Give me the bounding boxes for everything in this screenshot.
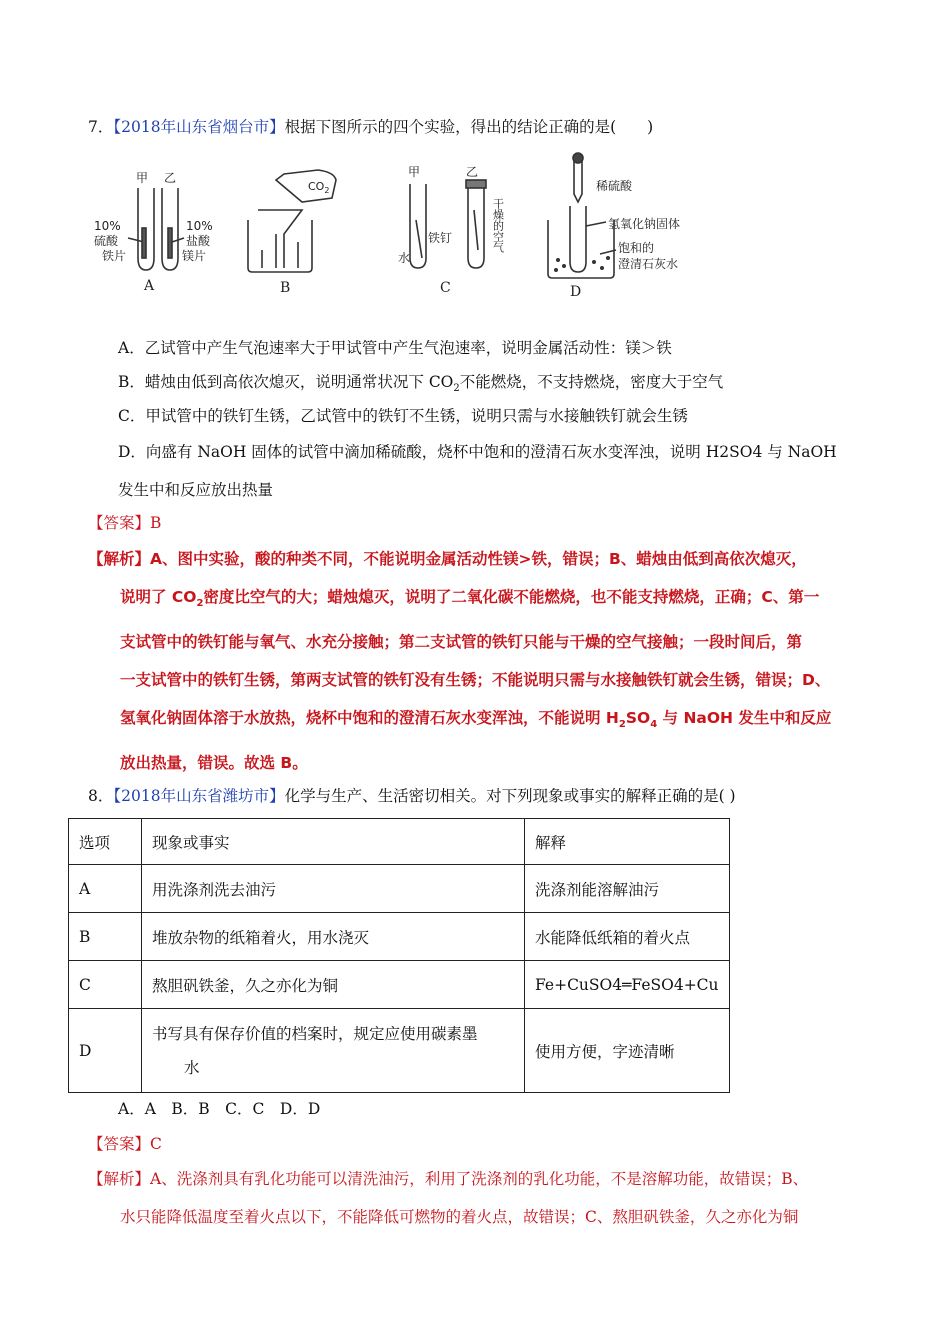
- table-cell: 水能降低纸箱的着火点: [525, 913, 730, 961]
- table-cell: [142, 1009, 525, 1093]
- q8-answer: 【答案】C: [88, 1135, 162, 1153]
- q7-source: 【2018年山东省烟台市】: [113, 118, 285, 136]
- fig-b-gas-label: $CO_2$: [308, 180, 330, 195]
- table-cell: Fe+CuSO4═FeSO4+Cu: [525, 961, 730, 1009]
- fig-d-acid-label: 稀硫酸: [596, 179, 633, 193]
- q7-analysis-l2: 说明了 $CO_2$密度比空气的大；蜡烛熄灭，说明了二氧化碳不能燃烧，也不能支持燃烧，正确；C、第一: [120, 588, 820, 610]
- table-cell: A: [69, 865, 142, 913]
- table-row: [69, 865, 730, 913]
- table-cell: 使用方便，字迹清晰: [525, 1009, 730, 1093]
- table-cell: 堆放杂物的纸箱着火，用水浇灭: [142, 913, 525, 961]
- table-cell: C: [69, 961, 142, 1009]
- q8-analysis-l1: 【解析】A、洗涤剂具有乳化功能可以清洗油污，利用了洗涤剂的乳化功能，不是溶解功能，故错误；B、: [88, 1170, 809, 1188]
- fig-d-solid-label: 氢氧化钠固体: [608, 217, 681, 231]
- fig-label-a: A: [144, 278, 155, 294]
- fig-d-dropper: [574, 160, 582, 202]
- fig-b-beaker: [248, 220, 312, 272]
- table-row: [69, 961, 730, 1009]
- q7-option-b-sub: 2: [453, 383, 460, 395]
- fig-a-right-tube-label: 乙: [164, 171, 177, 185]
- fig-a-left-tube-label: 甲: [136, 171, 149, 185]
- fig-d-test-tube: [570, 206, 586, 272]
- fig-a-right-acid-pct: 10%: [186, 219, 213, 233]
- fig-a-left-acid-name: 硫酸: [94, 234, 119, 248]
- fig-c-nail-label: 铁钉: [428, 231, 453, 245]
- fig-c-right-tube-label: 乙: [466, 165, 479, 179]
- fig-b-funnel: [258, 210, 302, 268]
- q8-table: [68, 818, 730, 1093]
- q7-analysis: [88, 540, 878, 782]
- q7-analysis-l5: 氢氧化钠固体溶于水放热，烧杯中饱和的澄清石灰水变浑浊，不能说明 $H_2SO_4$ 与 NaOH 发生中和反应: [120, 709, 832, 731]
- q7-option-b: [118, 371, 723, 400]
- q7-option-d-line2: 发生中和反应放出热量: [118, 481, 274, 499]
- row-d-fact-line2: 水: [184, 1058, 200, 1077]
- table-header-option: 选项: [69, 819, 142, 865]
- q7-option-b-text: B．蜡烛由低到高依次熄灭，说明通常状况下 CO: [118, 373, 454, 391]
- q8-source: 【2018年山东省潍坊市】: [113, 787, 285, 805]
- q7-analysis-l4: 一支试管中的铁钉生锈，第两支试管的铁钉没有生锈；不能说明只需与水接触铁钉就会生锈，错误；D、: [120, 671, 831, 690]
- fig-c-dry-air-label: 干燥的空气: [491, 198, 505, 253]
- fig-label-d: D: [570, 284, 582, 300]
- fig-c-left-tube-label: 甲: [408, 165, 421, 179]
- q7-option-b-tail: 不能燃烧，不支持燃烧，密度大于空气: [459, 373, 724, 391]
- table-row: [69, 913, 730, 961]
- table-row: [69, 1009, 730, 1093]
- fig-c-left-tube: [410, 184, 426, 268]
- q8-choices: A．A B．B C．C D．D: [118, 1100, 321, 1118]
- q7-number: 7．: [88, 118, 114, 136]
- table-cell: 洗涤剂能溶解油污: [525, 865, 730, 913]
- fig-a-right-metal: 镁片: [182, 249, 207, 263]
- q8-stem: 化学与生产、生活密切相关。对下列现象或事实的解释正确的是( ): [284, 787, 736, 805]
- q8-stem-line: [88, 785, 736, 807]
- fig-a-right-acid-name: 盐酸: [186, 234, 211, 248]
- table-cell: B: [69, 913, 142, 961]
- table-header-row: [69, 819, 730, 865]
- fig-c-water-label: 水: [398, 251, 411, 265]
- q7-option-c: C．甲试管中的铁钉生锈，乙试管中的铁钉不生锈，说明只需与水接触铁钉就会生锈: [118, 407, 688, 425]
- q7-experiment-figure: [88, 150, 728, 310]
- fig-a-left-acid-pct: 10%: [94, 219, 121, 233]
- q7-stem-line: [88, 116, 653, 138]
- q7-answer: 【答案】B: [88, 514, 162, 532]
- fig-d-lime-label-1: 饱和的: [618, 241, 655, 255]
- q7-stem: 根据下图所示的四个实验，得出的结论正确的是( ): [284, 118, 654, 136]
- row-d-fact-line1: 书写具有保存价值的档案时，规定应使用碳素墨: [152, 1024, 478, 1043]
- table-cell: 用洗涤剂洗去油污: [142, 865, 525, 913]
- q7-analysis-l1: 【解析】A、图中实验，酸的种类不同，不能说明金属活动性镁>铁，错误；B、蜡烛由低到高依次熄灭，: [88, 550, 807, 568]
- q8-analysis-l2: 水只能降低温度至着火点以下，不能降低可燃物的着火点，故错误；C、熬胆矾铁釜，久之亦化为铜: [120, 1208, 799, 1226]
- q7-option-d-line1: D．向盛有 NaOH 固体的试管中滴加稀硫酸，烧杯中饱和的澄清石灰水变浑浊，说明 H2SO4 与 NaOH: [118, 443, 837, 461]
- table-cell: 熬胆矾铁釜，久之亦化为铜: [142, 961, 525, 1009]
- table-cell: D: [69, 1009, 142, 1093]
- q7-option-a: A．乙试管中产生气泡速率大于甲试管中产生气泡速率，说明金属活动性：镁＞铁: [118, 339, 672, 357]
- q8-number: 8．: [88, 787, 114, 805]
- table-header-fact: 现象或事实: [142, 819, 525, 865]
- q8-analysis: [88, 1160, 868, 1236]
- fig-label-c: C: [440, 280, 451, 296]
- q7-analysis-l3: 支试管中的铁钉能与氧气、水充分接触；第二支试管的铁钉只能与干燥的空气接触；一段时间后，第: [120, 633, 803, 652]
- q7-analysis-l6: 放出热量，错误。故选 B。: [120, 754, 308, 773]
- fig-d-lime-label-2: 澄清石灰水: [618, 257, 679, 271]
- fig-a-left-metal: 铁片: [102, 249, 127, 263]
- fig-d-beaker: [548, 220, 614, 278]
- table-header-explain: 解释: [525, 819, 730, 865]
- fig-label-b: B: [280, 280, 291, 296]
